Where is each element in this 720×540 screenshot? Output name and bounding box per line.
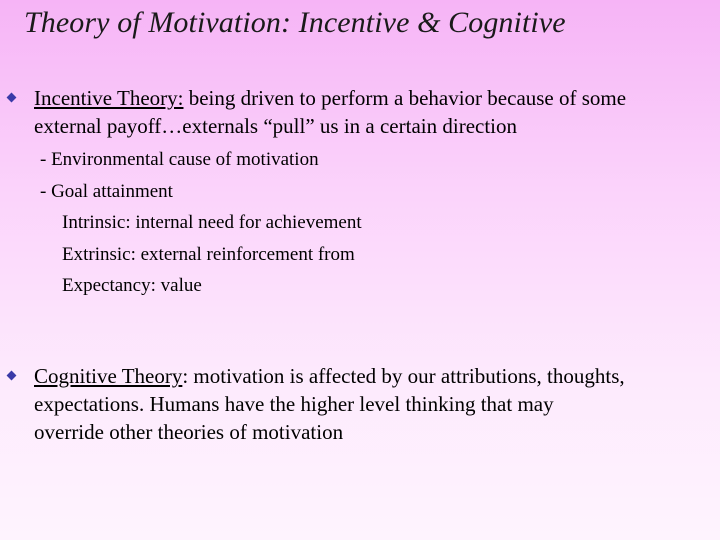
cognitive-line-1: : motivation is affected by our attributions, thoughts, xyxy=(182,364,625,388)
sub-item-goal-attainment: - Goal attainment xyxy=(40,180,173,202)
incentive-line-1: being driven to perform a behavior because of some xyxy=(183,86,627,110)
slide-title: Theory of Motivation: Incentive & Cognitive xyxy=(24,6,566,39)
bullet-cognitive-text xyxy=(0,362,720,446)
bullet-cognitive-theory xyxy=(0,362,720,446)
incentive-term: Incentive Theory: xyxy=(34,86,184,110)
sub-item-intrinsic: Intrinsic: internal need for achievement xyxy=(62,212,362,233)
cognitive-line-2: expectations. Humans have the higher level thinking that may xyxy=(34,392,554,416)
incentive-line-2: external payoff…externals “pull” us in a certain direction xyxy=(34,114,517,138)
sub-item-expectancy: Expectancy: value xyxy=(62,275,202,296)
incentive-sub-list xyxy=(0,144,720,302)
cognitive-line-3: override other theories of motivation xyxy=(34,420,344,444)
diamond-bullet-icon xyxy=(7,93,17,103)
diamond-bullet-icon xyxy=(7,371,17,381)
bullet-incentive-theory xyxy=(0,84,720,302)
bullet-incentive-text xyxy=(0,84,720,140)
cognitive-term: Cognitive Theory xyxy=(34,364,183,388)
sub-item-environmental: - Environmental cause of motivation xyxy=(40,149,319,170)
sub-item-extrinsic: Extrinsic: external reinforcement from xyxy=(62,243,355,265)
